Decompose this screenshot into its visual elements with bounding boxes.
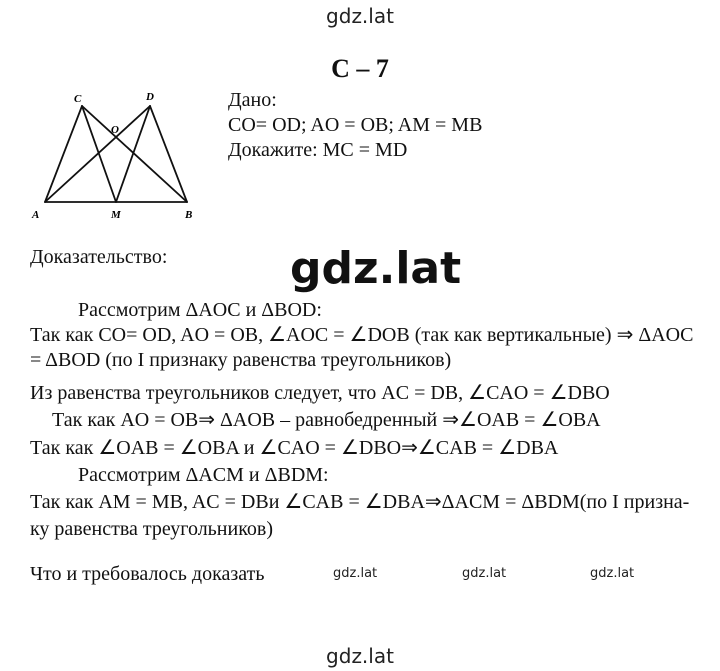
label-a: A: [32, 209, 40, 221]
label-m: M: [111, 209, 121, 221]
geometry-figure: [30, 88, 230, 228]
watermark-top: gdz.lat: [326, 4, 394, 28]
proof-heading: Доказательство:: [30, 246, 168, 268]
proof-line: Рассмотрим ΔACM и ΔBDM:: [78, 464, 329, 486]
label-b: B: [185, 209, 193, 221]
proof-line: = ΔBOD (по I признаку равенства треугольников): [30, 349, 452, 371]
given-line-1: CO= OD; AO = OB; AM = MB: [228, 114, 483, 136]
watermark-small-3: gdz.lat: [590, 566, 635, 581]
watermark-small-1: gdz.lat: [333, 566, 378, 581]
watermark-big: gdz.lat: [290, 243, 462, 294]
label-c: C: [74, 93, 82, 105]
proof-line: Так как AM = MB, AC = DBи ∠CAB = ∠DBA⇒ΔACM = ΔBDM(по I призна-: [30, 491, 690, 513]
given-heading: Дано:: [228, 89, 277, 111]
label-o: O: [111, 124, 119, 136]
label-d: D: [146, 91, 154, 103]
proof-line: Рассмотрим ΔAOC и ΔBOD:: [78, 299, 322, 321]
watermark-bottom: gdz.lat: [326, 644, 394, 668]
proof-conclusion: Что и требовалось доказать: [30, 563, 265, 585]
given-line-2: Докажите: MC = MD: [228, 139, 408, 161]
proof-line: ку равенства треугольников): [30, 518, 274, 540]
proof-line: Так как AO = OB⇒ ΔAOB – равнобедренный ⇒∠OAB = ∠OBA: [52, 409, 601, 431]
proof-line: Из равенства треугольников следует, что AC = DB, ∠CAO = ∠DBO: [30, 382, 610, 404]
proof-line: Так как ∠OAB = ∠OBA и ∠CAO = ∠DBO⇒∠CAB = ∠DBA: [30, 437, 559, 459]
segment-ac: [45, 106, 82, 202]
watermark-small-2: gdz.lat: [462, 566, 507, 581]
segment-bd: [150, 106, 187, 202]
proof-line: Так как CO= OD, AO = OB, ∠AOC = ∠DOB (так как вертикальные) ⇒ ΔAOC: [30, 324, 694, 346]
problem-title: С – 7: [331, 54, 389, 83]
